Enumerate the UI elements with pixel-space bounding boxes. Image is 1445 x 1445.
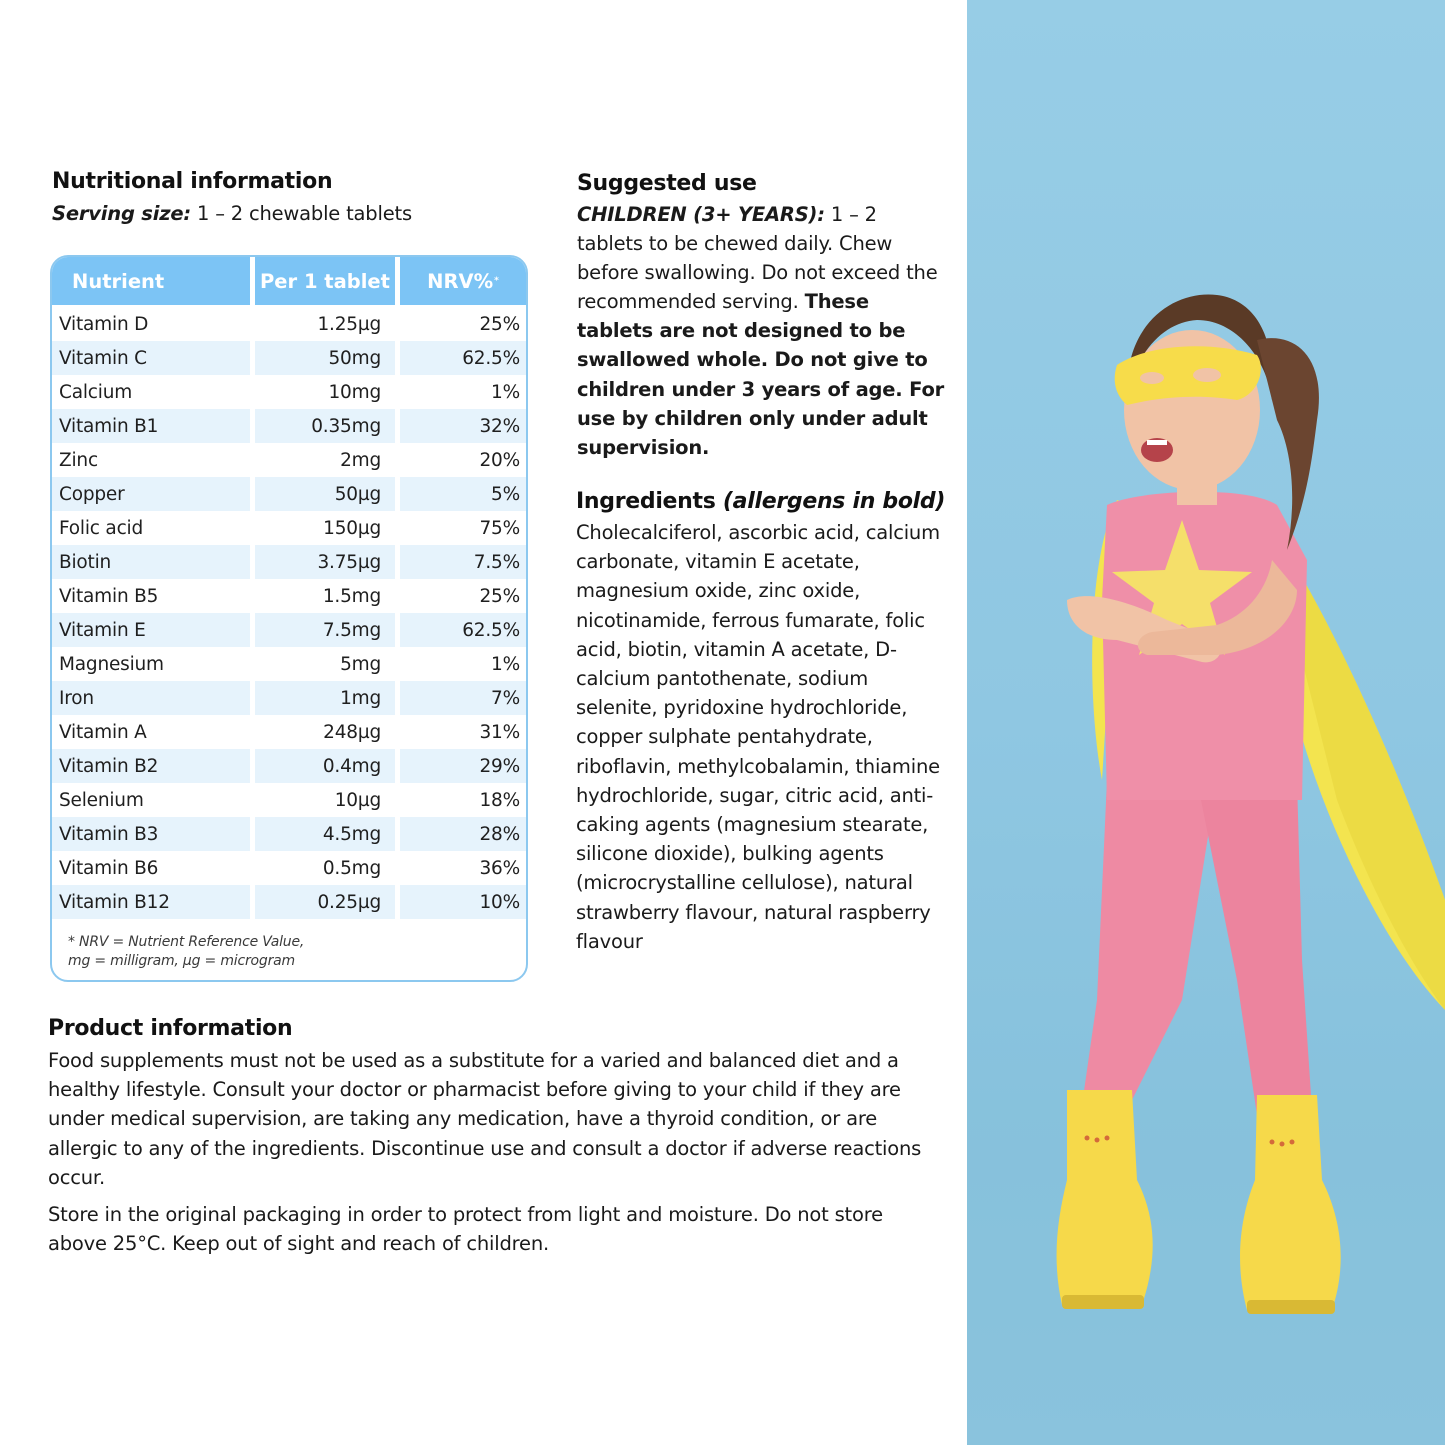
cell-nutrient: Copper	[52, 477, 250, 511]
cell-per-tablet: 3.75µg	[255, 545, 395, 579]
table-row	[52, 749, 526, 783]
table-row	[52, 817, 526, 851]
cell-per-tablet: 4.5mg	[255, 817, 395, 851]
header-per-tablet: Per 1 tablet	[255, 257, 395, 305]
product-info-paragraph-1: Food supplements must not be used as a substitute for a varied and balanced diet and a healthy lifestyle. Consult your doctor or pharmacist before giving to your child if they are under medical supervision, are taking any medication, have a thyroid condition, or are allergic to any of the ingredients. Discontinue use and consult a doctor if adverse reactions occur.	[48, 1049, 922, 1189]
cell-per-tablet: 0.4mg	[255, 749, 395, 783]
cell-nrv: 28%	[400, 817, 526, 851]
cell-per-tablet: 2mg	[255, 443, 395, 477]
product-photo	[967, 0, 1445, 1445]
cell-per-tablet: 1mg	[255, 681, 395, 715]
serving-size-value: 1 – 2 chewable tablets	[190, 202, 412, 225]
product-info-section	[48, 1016, 928, 1258]
cell-nrv: 1%	[400, 647, 526, 681]
nrv-marker: *	[494, 276, 499, 286]
cell-per-tablet: 0.35mg	[255, 409, 395, 443]
cell-nutrient: Vitamin A	[52, 715, 250, 749]
table-row	[52, 613, 526, 647]
cell-nutrient: Calcium	[52, 375, 250, 409]
table-row	[52, 681, 526, 715]
suggested-use-regular: 1 – 2 tablets to be chewed daily. Chew before swallowing. Do not exceed the recommended serving.	[577, 203, 938, 314]
cell-nutrient: Vitamin B1	[52, 409, 250, 443]
cell-per-tablet: 1.5mg	[255, 579, 395, 613]
serving-size-label: Serving size:	[52, 202, 191, 225]
cell-per-tablet: 5mg	[255, 647, 395, 681]
table-row	[52, 885, 526, 919]
header-nutrient: Nutrient	[52, 257, 250, 305]
nutrition-title: Nutritional information	[52, 169, 333, 194]
suggested-use-section	[577, 171, 947, 462]
table-body	[52, 307, 526, 919]
cell-nrv: 36%	[400, 851, 526, 885]
table-row	[52, 783, 526, 817]
serving-size	[52, 200, 532, 228]
suggested-use-text	[577, 200, 947, 462]
suggested-use-title: Suggested use	[577, 171, 757, 196]
footnote-line-1: * NRV = Nutrient Reference Value,	[68, 934, 305, 950]
cell-nrv: 75%	[400, 511, 526, 545]
table-row	[52, 851, 526, 885]
table-row	[52, 477, 526, 511]
product-info-paragraph-2: Store in the original packaging in order to protect from light and moisture. Do not store above 25°C. Keep out of sight and reach of children.	[48, 1203, 883, 1256]
ingredients-text: Cholecalciferol, ascorbic acid, calcium carbonate, vitamin E acetate, magnesium oxide, zinc oxide, nicotinamide, ferrous fumarate, folic acid, biotin, vitamin A acetate, D-calcium pantothenate, sodium selenite, pyridoxine hydrochloride, copper sulphate pentahydrate, riboflavin, methylcobalamin, thiamine hydrochloride, sugar, citric acid, anti-caking agents (magnesium stearate, silicone dioxide), bulking agents (microcrystalline cellulose), natural strawberry flavour, natural raspberry flavour	[576, 521, 940, 953]
cell-nrv: 29%	[400, 749, 526, 783]
cell-nrv: 5%	[400, 477, 526, 511]
cell-nutrient: Vitamin C	[52, 341, 250, 375]
cell-nutrient: Zinc	[52, 443, 250, 477]
cell-nutrient: Iron	[52, 681, 250, 715]
cell-nrv: 62.5%	[400, 613, 526, 647]
table-row	[52, 511, 526, 545]
table-row	[52, 307, 526, 341]
header-nrv	[400, 257, 526, 305]
cell-nutrient: Vitamin B5	[52, 579, 250, 613]
table-row	[52, 409, 526, 443]
cell-nrv: 32%	[400, 409, 526, 443]
ingredients-section	[576, 489, 946, 956]
ingredients-title-note: (allergens in bold)	[722, 489, 946, 514]
cell-per-tablet: 7.5mg	[255, 613, 395, 647]
table-row	[52, 443, 526, 477]
cell-nrv: 10%	[400, 885, 526, 919]
table-header	[52, 257, 526, 305]
cell-nrv: 7%	[400, 681, 526, 715]
cell-nrv: 25%	[400, 579, 526, 613]
ingredients-title	[576, 489, 946, 514]
table-row	[52, 647, 526, 681]
cell-nrv: 7.5%	[400, 545, 526, 579]
superhero-child-illustration	[967, 0, 1445, 1445]
cell-nrv: 62.5%	[400, 341, 526, 375]
cell-nrv: 25%	[400, 307, 526, 341]
table-row	[52, 341, 526, 375]
cell-nutrient: Vitamin B6	[52, 851, 250, 885]
cell-per-tablet: 10µg	[255, 783, 395, 817]
product-info-title: Product information	[48, 1016, 293, 1041]
cell-per-tablet: 248µg	[255, 715, 395, 749]
cell-per-tablet: 50µg	[255, 477, 395, 511]
cell-nrv: 20%	[400, 443, 526, 477]
cell-nrv: 1%	[400, 375, 526, 409]
cell-nutrient: Magnesium	[52, 647, 250, 681]
header-nrv-label: NRV%	[427, 269, 494, 293]
table-row	[52, 375, 526, 409]
cell-nrv: 18%	[400, 783, 526, 817]
nutrition-table	[50, 255, 528, 982]
cell-per-tablet: 0.25µg	[255, 885, 395, 919]
cell-nutrient: Folic acid	[52, 511, 250, 545]
cell-nutrient: Vitamin B2	[52, 749, 250, 783]
cell-per-tablet: 0.5mg	[255, 851, 395, 885]
table-row	[52, 715, 526, 749]
cell-nutrient: Biotin	[52, 545, 250, 579]
audience-label: CHILDREN (3+ YEARS):	[577, 203, 825, 226]
table-row	[52, 579, 526, 613]
cell-nrv: 31%	[400, 715, 526, 749]
cell-per-tablet: 10mg	[255, 375, 395, 409]
cell-per-tablet: 1.25µg	[255, 307, 395, 341]
cell-per-tablet: 50mg	[255, 341, 395, 375]
cell-nutrient: Vitamin D	[52, 307, 250, 341]
cell-per-tablet: 150µg	[255, 511, 395, 545]
suggested-use-warning: These tablets are not designed to be swallowed whole. Do not give to children under 3 years of age. For use by children only under adult supervision.	[577, 290, 945, 459]
footnote-line-2: mg = milligram, µg = microgram	[68, 953, 295, 969]
cell-nutrient: Selenium	[52, 783, 250, 817]
cell-nutrient: Vitamin B12	[52, 885, 250, 919]
table-footnote	[68, 933, 304, 971]
table-row	[52, 545, 526, 579]
ingredients-title-text: Ingredients	[576, 489, 716, 514]
cell-nutrient: Vitamin B3	[52, 817, 250, 851]
nutrition-section	[52, 169, 532, 228]
cell-nutrient: Vitamin E	[52, 613, 250, 647]
